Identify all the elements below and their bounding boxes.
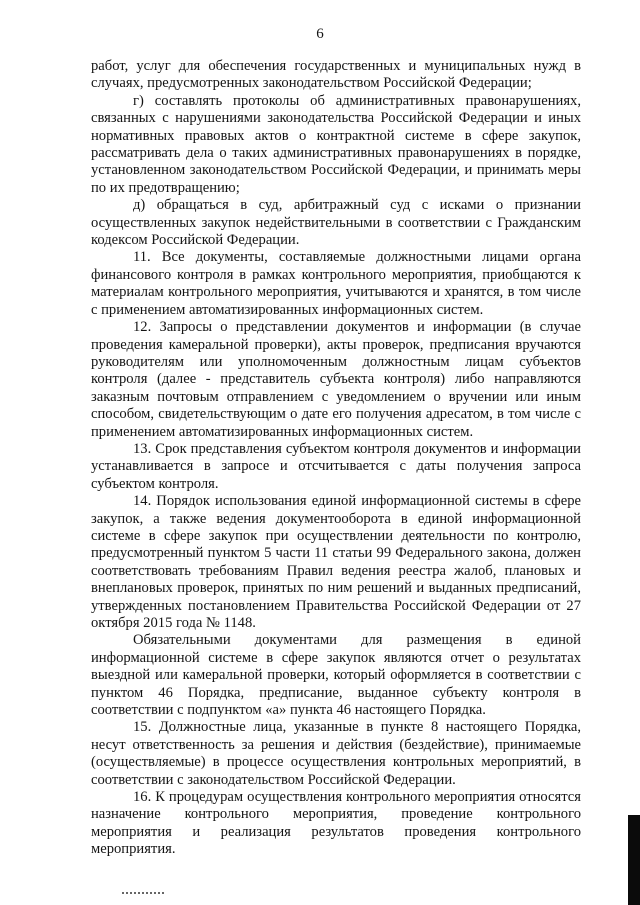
scan-artifact [122, 892, 164, 897]
paragraph: 15. Должностные лица, указанные в пункте 8 настоящего Порядка, несут ответственность за решения и действия (бездействие), принимаемые (осуществляемые) в процессе осуществления контрольных мероприятий, в соответствии с законодательством Российской Федерации. [91, 719, 581, 788]
paragraph: 16. К процедурам осуществления контрольного мероприятия относятся назначение контрольного мероприятия, проведение контрольного мероприятия и реализация результатов проведения контрольного мероприятия. [91, 789, 581, 858]
document-body [91, 58, 581, 859]
paragraph: 11. Все документы, составляемые должностными лицами органа финансового контроля в рамках контрольного мероприятия, приобщаются к материалам контрольного мероприятия, учитываются и хранятся, в том числе с применением автоматизированных информационных систем. [91, 249, 581, 318]
paragraph: 13. Срок представления субъектом контроля документов и информации устанавливается в запросе и отсчитывается с даты получения запроса субъектом контроля. [91, 440, 581, 492]
paragraph: г) составлять протоколы об административных правонарушениях, связанных с нарушениями законодательства Российской Федерации и иных нормативных правовых актов о контрактной системе в сфере закупок, рассматривать дела о таких административных правонарушениях в порядке, установленном законодательством Российской Федерации, и принимать меры по их предотвращению; [91, 92, 581, 196]
paragraph: Обязательными документами для размещения в единой информационной системе в сфере закупок являются отчет о результатах выездной или камеральной проверки, который оформляется в соответствии с пунктом 46 Порядка, предписание, выданное субъекту контроля в соответствии с подпунктом «а» пункта 46 настоящего Порядка. [91, 632, 581, 719]
paragraph: работ, услуг для обеспечения государственных и муниципальных нужд в случаях, предусмотренных законодательством Российской Федерации; [91, 58, 581, 92]
paragraph: 12. Запросы о представлении документов и информации (в случае проведения камеральной проверки), акты проверок, предписания вручаются руководителям или уполномоченным должностным лицам субъектов контроля (далее - представитель субъекта контроля) либо направляются заказным почтовым отправлением с уведомлением о вручении или иным способом, свидетельствующим о дате его получения адресатом, в том числе с применением автоматизированных информационных систем. [91, 319, 581, 440]
paragraph: 14. Порядок использования единой информационной системы в сфере закупок, а также ведения документооборота в единой информационной системе в сфере закупок при осуществлении деятельности по контролю, предусмотренный пунктом 5 части 11 статьи 99 Федерального закона, должен соответствовать требованиям Правил ведения реестра жалоб, плановых и внеплановых проверок, принятых по ним решений и выданных предписаний, утвержденных постановлением Правительства Российской Федерации от 27 октября 2015 года № 1148. [91, 493, 581, 631]
paragraph: д) обращаться в суд, арбитражный суд с исками о признании осуществленных закупок недействительными в соответствии с Гражданским кодексом Российской Федерации. [91, 197, 581, 249]
page-number: 6 [316, 26, 324, 42]
scan-edge-shadow [628, 815, 640, 905]
